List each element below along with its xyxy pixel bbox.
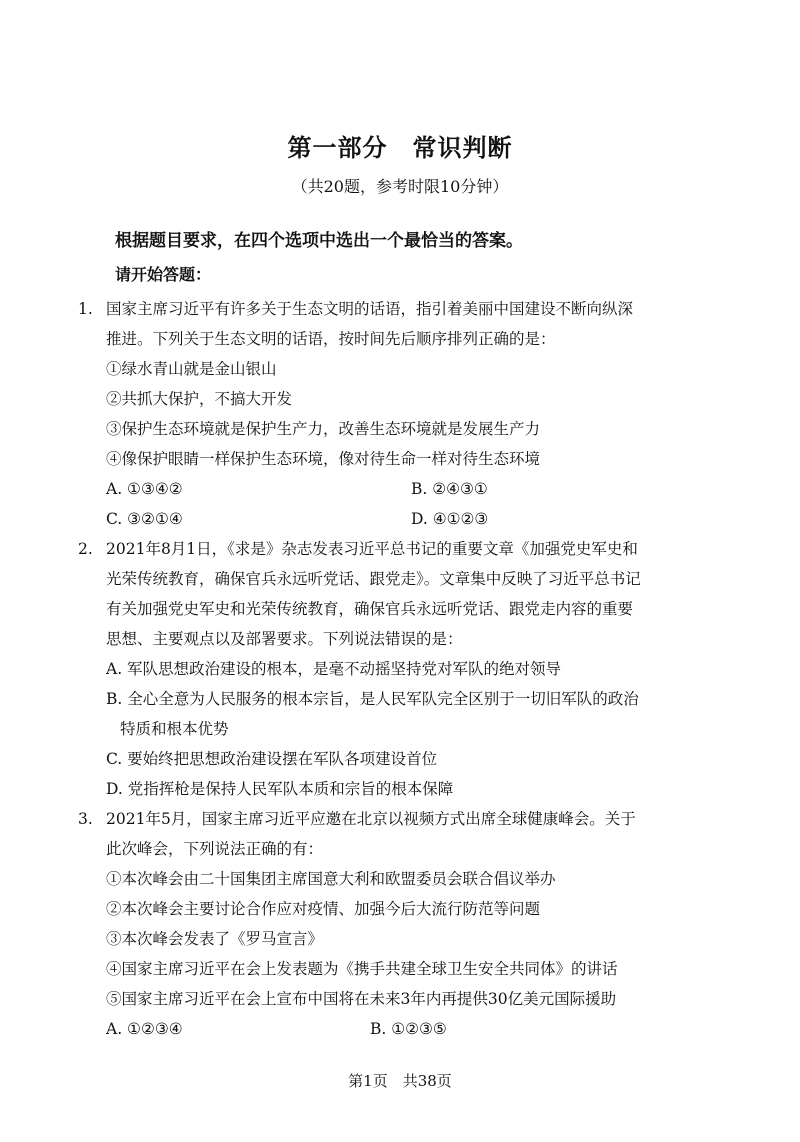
statement: ⑤国家主席习近平在会上宣布中国将在未来3年内再提供30亿美元国际援助	[106, 990, 617, 1008]
statement: ①绿水青山就是金山银山	[106, 360, 277, 378]
page-footer: 第1页 共38页	[348, 1072, 452, 1090]
section-subtitle: （共20题，参考时限10分钟）	[291, 177, 509, 196]
option-b-continued: 特质和根本优势	[120, 720, 229, 738]
question-stem-line: 2021年8月1日，《求是》杂志发表习近平总书记的重要文章《加强党史军史和	[106, 540, 638, 558]
instruction-text: 根据题目要求，在四个选项中选出一个最恰当的答案。	[115, 231, 523, 251]
option-c[interactable]: C. 要始终把思想政治建设摆在军队各项建设首位	[106, 750, 438, 768]
option-d[interactable]: D. 党指挥枪是保持人民军队本质和宗旨的根本保障	[106, 780, 454, 798]
question-stem-line: 思想、主要观点以及部署要求。下列说法错误的是：	[106, 630, 463, 648]
statement: ③保护生态环境就是保护生产力，改善生态环境就是发展生产力	[106, 420, 541, 438]
question-number: 2.	[78, 540, 93, 558]
question-number: 3.	[78, 810, 93, 828]
question-stem-line: 推进。下列关于生态文明的话语，按时间先后顺序排列正确的是：	[106, 330, 556, 348]
statement: ①本次峰会由二十国集团主席国意大利和欧盟委员会联合倡议举办	[106, 870, 556, 888]
option-b[interactable]: B. ②④③①	[411, 480, 488, 498]
question-stem-line: 国家主席习近平有许多关于生态文明的话语，指引着美丽中国建设不断向纵深	[106, 300, 634, 318]
question-stem-line: 此次峰会，下列说法正确的有：	[106, 840, 324, 858]
begin-prompt: 请开始答题：	[115, 265, 212, 284]
statement: ②本次峰会主要讨论合作应对疫情、加强今后大流行防范等问题	[106, 900, 541, 918]
statement: ②共抓大保护，不搞大开发	[106, 390, 293, 408]
option-a[interactable]: A. ①②③④	[106, 1020, 183, 1038]
section-title: 第一部分 常识判断	[287, 134, 513, 162]
option-c[interactable]: C. ③②①④	[106, 510, 183, 528]
option-b[interactable]: B. ①②③⑤	[370, 1020, 447, 1038]
option-a[interactable]: A. ①③④②	[106, 480, 183, 498]
statement: ④像保护眼睛一样保护生态环境，像对待生命一样对待生态环境	[106, 450, 541, 468]
question-stem-line: 2021年5月，国家主席习近平应邀在北京以视频方式出席全球健康峰会。关于	[106, 810, 636, 828]
statement: ④国家主席习近平在会上发表题为《携手共建全球卫生安全共同体》的讲话	[106, 960, 618, 978]
option-a[interactable]: A. 军队思想政治建设的根本，是毫不动摇坚持党对军队的绝对领导	[106, 660, 562, 678]
question-stem-line: 有关加强党史军史和光荣传统教育，确保官兵永远听党话、跟党走内容的重要	[106, 600, 634, 618]
option-d[interactable]: D. ④①②③	[411, 510, 489, 528]
option-b[interactable]: B. 全心全意为人民服务的根本宗旨，是人民军队完全区别于一切旧军队的政治	[106, 690, 639, 708]
statement: ③本次峰会发表了《罗马宣言》	[106, 930, 324, 948]
question-number: 1.	[78, 300, 93, 318]
question-stem-line: 光荣传统教育，确保官兵永远听党话、跟党走》。文章集中反映了习近平总书记	[106, 570, 641, 588]
